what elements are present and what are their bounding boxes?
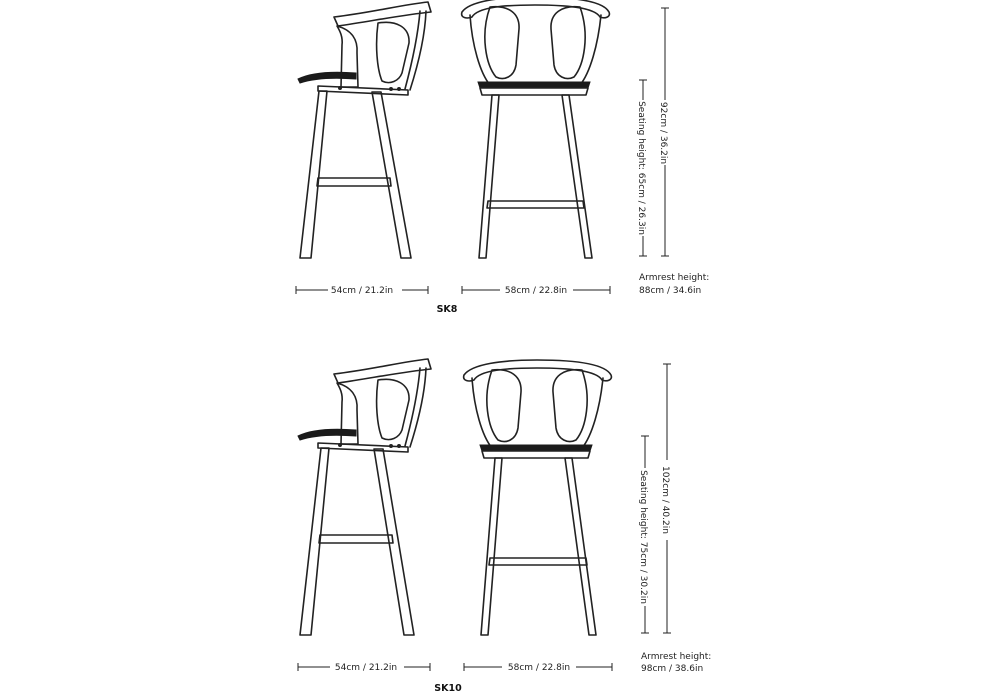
sk8-height-label: 92cm / 36.2in [658, 101, 668, 165]
sk10-width-dimension [464, 663, 612, 673]
sk8-seat-height-label: Seating height: 65cm / 26.3in [636, 101, 646, 235]
sk8-side-view [298, 2, 431, 258]
sk10-width-label: 58cm / 22.8in [507, 663, 571, 673]
sk8-depth-label: 54cm / 21.2in [330, 286, 394, 296]
sk10-height-dimension [660, 364, 671, 633]
sk10-seat-height-dimension [638, 436, 649, 633]
sk8-seat-height-dimension [636, 80, 647, 256]
sk10-armrest-title: Armrest height: [641, 652, 712, 662]
sk10-side-view [298, 359, 431, 635]
sk8-depth-dimension [296, 286, 428, 296]
sk10-depth-dimension [298, 663, 430, 673]
sk8-model-name: SK8 [436, 304, 458, 315]
sk10-height-label: 102cm / 40.2in [660, 466, 670, 534]
sk8-width-label: 58cm / 22.8in [504, 286, 568, 296]
sk8-armrest-value: 88cm / 34.6in [639, 286, 702, 296]
sk8-front-view [462, 0, 610, 258]
sk10-model-name: SK10 [434, 683, 462, 694]
sk10-front-view [464, 360, 612, 635]
sk10-depth-label: 54cm / 21.2in [334, 663, 398, 673]
sk8-height-dimension [658, 8, 669, 256]
sk8-width-dimension [462, 286, 610, 296]
sk10-armrest-value: 98cm / 38.6in [641, 664, 704, 674]
sk8-armrest-title: Armrest height: [639, 273, 710, 283]
sk10-seat-height-label: Seating height: 75cm / 30.2in [638, 470, 648, 604]
